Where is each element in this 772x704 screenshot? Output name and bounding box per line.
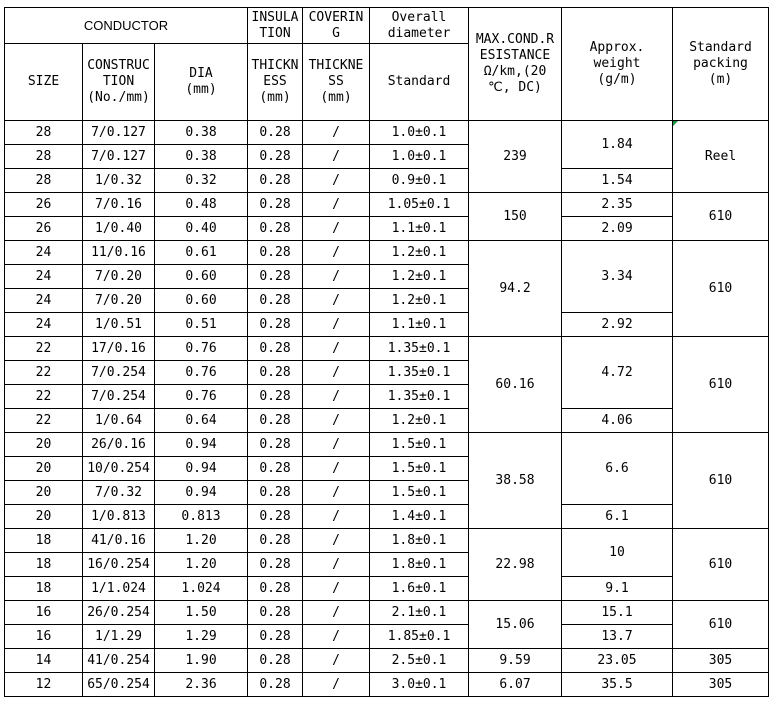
packing-cell: 610 — [673, 529, 769, 601]
dia-cell: 1.20 — [155, 553, 248, 577]
diameter-cell: 1.35±0.1 — [370, 337, 469, 361]
diameter-cell: 1.8±0.1 — [370, 553, 469, 577]
insulation-cell: 0.28 — [248, 193, 303, 217]
construction-cell: 7/0.127 — [83, 145, 155, 169]
diameter-cell: 1.35±0.1 — [370, 361, 469, 385]
construction-cell: 41/0.254 — [83, 649, 155, 673]
weight-cell: 1.84 — [562, 121, 673, 169]
covering-cell: / — [303, 241, 370, 265]
weight-cell: 2.35 — [562, 193, 673, 217]
dia-cell: 0.60 — [155, 289, 248, 313]
dia-cell: 0.61 — [155, 241, 248, 265]
header-row-1 — [5, 8, 769, 44]
covering-cell: / — [303, 361, 370, 385]
weight-cell: 13.7 — [562, 625, 673, 649]
diameter-cell: 2.1±0.1 — [370, 601, 469, 625]
diameter-cell: 1.4±0.1 — [370, 505, 469, 529]
construction-cell: 10/0.254 — [83, 457, 155, 481]
dia-cell: 1.50 — [155, 601, 248, 625]
covering-cell: / — [303, 649, 370, 673]
diameter-cell: 1.2±0.1 — [370, 409, 469, 433]
insulation-cell: 0.28 — [248, 241, 303, 265]
diameter-cell: 1.0±0.1 — [370, 145, 469, 169]
covering-cell: / — [303, 121, 370, 145]
insulation-cell: 0.28 — [248, 625, 303, 649]
construction-cell: 11/0.16 — [83, 241, 155, 265]
weight-cell: 9.1 — [562, 577, 673, 601]
insulation-cell: 0.28 — [248, 529, 303, 553]
covering-cell: / — [303, 169, 370, 193]
construction-cell: 7/0.16 — [83, 193, 155, 217]
size-cell: 16 — [5, 601, 83, 625]
construction-cell: 1/0.64 — [83, 409, 155, 433]
weight-cell: 23.05 — [562, 649, 673, 673]
size-cell: 26 — [5, 217, 83, 241]
weight-cell: 6.6 — [562, 433, 673, 505]
dia-cell: 2.36 — [155, 673, 248, 697]
table-row — [5, 313, 769, 337]
dia-header: DIA (mm) — [155, 44, 248, 121]
covering-cell: / — [303, 337, 370, 361]
construction-cell: 26/0.16 — [83, 433, 155, 457]
weight-cell: 10 — [562, 529, 673, 577]
size-cell: 28 — [5, 169, 83, 193]
dia-cell: 0.94 — [155, 433, 248, 457]
size-cell: 20 — [5, 505, 83, 529]
diameter-cell: 1.1±0.1 — [370, 217, 469, 241]
resistance-cell: 94.2 — [469, 241, 562, 337]
resistance-cell: 22.98 — [469, 529, 562, 601]
dia-cell: 0.94 — [155, 457, 248, 481]
insulation-cell: 0.28 — [248, 385, 303, 409]
size-cell: 22 — [5, 409, 83, 433]
table-row — [5, 529, 769, 553]
resistance-cell: 38.58 — [469, 433, 562, 529]
size-header: SIZE — [5, 44, 83, 121]
diameter-cell: 1.6±0.1 — [370, 577, 469, 601]
dia-cell: 1.20 — [155, 529, 248, 553]
table-row — [5, 673, 769, 697]
packing-cell: 610 — [673, 337, 769, 433]
dia-cell: 0.32 — [155, 169, 248, 193]
packing-cell: 610 — [673, 193, 769, 241]
diameter-cell: 1.2±0.1 — [370, 289, 469, 313]
resistance-cell: 9.59 — [469, 649, 562, 673]
insulation-thickness-header: THICKN ESS (mm) — [248, 44, 303, 121]
table-row — [5, 601, 769, 625]
insulation-cell: 0.28 — [248, 121, 303, 145]
covering-cell: / — [303, 217, 370, 241]
dia-cell: 0.76 — [155, 337, 248, 361]
size-cell: 14 — [5, 649, 83, 673]
wire-spec-table — [4, 7, 769, 697]
diameter-cell: 1.5±0.1 — [370, 433, 469, 457]
construction-cell: 7/0.254 — [83, 385, 155, 409]
diameter-cell: 0.9±0.1 — [370, 169, 469, 193]
diameter-cell: 2.5±0.1 — [370, 649, 469, 673]
covering-cell: / — [303, 193, 370, 217]
covering-cell: / — [303, 673, 370, 697]
covering-cell: / — [303, 289, 370, 313]
covering-thickness-header: THICKNE SS (mm) — [303, 44, 370, 121]
construction-cell: 16/0.254 — [83, 553, 155, 577]
dia-cell: 0.40 — [155, 217, 248, 241]
insulation-cell: 0.28 — [248, 361, 303, 385]
diameter-cell: 1.05±0.1 — [370, 193, 469, 217]
table-row — [5, 577, 769, 601]
insulation-cell: 0.28 — [248, 145, 303, 169]
size-cell: 18 — [5, 553, 83, 577]
resistance-cell: 239 — [469, 121, 562, 193]
diameter-cell: 1.5±0.1 — [370, 457, 469, 481]
construction-cell: 1/1.024 — [83, 577, 155, 601]
insulation-cell: 0.28 — [248, 313, 303, 337]
packing-cell: 610 — [673, 601, 769, 649]
size-cell: 12 — [5, 673, 83, 697]
size-cell: 22 — [5, 337, 83, 361]
insulation-cell: 0.28 — [248, 553, 303, 577]
packing-cell: 305 — [673, 649, 769, 673]
covering-cell: / — [303, 505, 370, 529]
diameter-cell: 1.8±0.1 — [370, 529, 469, 553]
table-row — [5, 505, 769, 529]
insulation-cell: 0.28 — [248, 289, 303, 313]
insulation-cell: 0.28 — [248, 337, 303, 361]
insulation-cell: 0.28 — [248, 409, 303, 433]
size-cell: 24 — [5, 241, 83, 265]
table-row — [5, 241, 769, 265]
covering-cell: / — [303, 553, 370, 577]
dia-cell: 1.024 — [155, 577, 248, 601]
dia-cell: 0.48 — [155, 193, 248, 217]
size-cell: 18 — [5, 529, 83, 553]
construction-cell: 7/0.20 — [83, 289, 155, 313]
diameter-cell: 1.1±0.1 — [370, 313, 469, 337]
packing-cell: 610 — [673, 433, 769, 529]
diameter-cell: 1.5±0.1 — [370, 481, 469, 505]
insulation-cell: 0.28 — [248, 217, 303, 241]
table-row — [5, 121, 769, 145]
dia-cell: 0.94 — [155, 481, 248, 505]
construction-cell: 1/1.29 — [83, 625, 155, 649]
dia-cell: 0.813 — [155, 505, 248, 529]
diameter-cell: 1.85±0.1 — [370, 625, 469, 649]
size-cell: 20 — [5, 481, 83, 505]
weight-cell: 3.34 — [562, 241, 673, 313]
dia-cell: 0.60 — [155, 265, 248, 289]
covering-cell: / — [303, 385, 370, 409]
packing-cell: 305 — [673, 673, 769, 697]
covering-cell: / — [303, 529, 370, 553]
weight-cell: 1.54 — [562, 169, 673, 193]
resistance-cell: 6.07 — [469, 673, 562, 697]
size-cell: 22 — [5, 361, 83, 385]
covering-cell: / — [303, 145, 370, 169]
conductor-header: CONDUCTOR — [5, 8, 248, 44]
diameter-cell: 1.0±0.1 — [370, 121, 469, 145]
size-cell: 28 — [5, 121, 83, 145]
overall-diameter-header: Overall diameter — [370, 8, 469, 44]
weight-cell: 2.09 — [562, 217, 673, 241]
weight-cell: 4.06 — [562, 409, 673, 433]
dia-cell: 1.29 — [155, 625, 248, 649]
weight-cell: 35.5 — [562, 673, 673, 697]
insulation-cell: 0.28 — [248, 577, 303, 601]
size-cell: 20 — [5, 457, 83, 481]
construction-cell: 7/0.20 — [83, 265, 155, 289]
construction-cell: 41/0.16 — [83, 529, 155, 553]
insulation-cell: 0.28 — [248, 169, 303, 193]
size-cell: 26 — [5, 193, 83, 217]
covering-cell: / — [303, 577, 370, 601]
covering-cell: / — [303, 265, 370, 289]
covering-cell: / — [303, 625, 370, 649]
size-cell: 24 — [5, 265, 83, 289]
diameter-cell: 3.0±0.1 — [370, 673, 469, 697]
construction-cell: 26/0.254 — [83, 601, 155, 625]
insulation-header: INSULA TION — [248, 8, 303, 44]
table-row — [5, 433, 769, 457]
weight-cell: 4.72 — [562, 337, 673, 409]
packing-cell: Reel — [673, 121, 769, 193]
size-cell: 22 — [5, 385, 83, 409]
covering-cell: / — [303, 457, 370, 481]
construction-cell: 17/0.16 — [83, 337, 155, 361]
diameter-cell: 1.35±0.1 — [370, 385, 469, 409]
size-cell: 28 — [5, 145, 83, 169]
construction-cell: 1/0.40 — [83, 217, 155, 241]
construction-cell: 7/0.254 — [83, 361, 155, 385]
construction-cell: 1/0.813 — [83, 505, 155, 529]
insulation-cell: 0.28 — [248, 601, 303, 625]
construction-cell: 1/0.51 — [83, 313, 155, 337]
weight-cell: 6.1 — [562, 505, 673, 529]
table-row — [5, 193, 769, 217]
covering-cell: / — [303, 433, 370, 457]
construction-cell: 7/0.32 — [83, 481, 155, 505]
insulation-cell: 0.28 — [248, 481, 303, 505]
covering-cell: / — [303, 313, 370, 337]
resistance-cell: 60.16 — [469, 337, 562, 433]
insulation-cell: 0.28 — [248, 649, 303, 673]
standard-packing-header: Standard packing (m) — [673, 8, 769, 121]
construction-cell: 1/0.32 — [83, 169, 155, 193]
construction-cell: 7/0.127 — [83, 121, 155, 145]
insulation-cell: 0.28 — [248, 265, 303, 289]
standard-header: Standard — [370, 44, 469, 121]
covering-cell: / — [303, 601, 370, 625]
dia-cell: 1.90 — [155, 649, 248, 673]
resistance-cell: 15.06 — [469, 601, 562, 649]
table-row — [5, 649, 769, 673]
covering-cell: / — [303, 481, 370, 505]
weight-cell: 15.1 — [562, 601, 673, 625]
size-cell: 16 — [5, 625, 83, 649]
dia-cell: 0.76 — [155, 385, 248, 409]
size-cell: 20 — [5, 433, 83, 457]
diameter-cell: 1.2±0.1 — [370, 265, 469, 289]
insulation-cell: 0.28 — [248, 457, 303, 481]
insulation-cell: 0.28 — [248, 673, 303, 697]
dia-cell: 0.38 — [155, 145, 248, 169]
table-row — [5, 409, 769, 433]
approx-weight-header: Approx. weight (g/m) — [562, 8, 673, 121]
size-cell: 18 — [5, 577, 83, 601]
covering-cell: / — [303, 409, 370, 433]
packing-cell: 610 — [673, 241, 769, 337]
construction-header: CONSTRUC TION (No./mm) — [83, 44, 155, 121]
max-resistance-header: MAX.COND.R ESISTANCE Ω/km,(20 ℃, DC) — [469, 8, 562, 121]
dia-cell: 0.38 — [155, 121, 248, 145]
weight-cell: 2.92 — [562, 313, 673, 337]
size-cell: 24 — [5, 289, 83, 313]
dia-cell: 0.51 — [155, 313, 248, 337]
size-cell: 24 — [5, 313, 83, 337]
construction-cell: 65/0.254 — [83, 673, 155, 697]
table-row — [5, 217, 769, 241]
covering-header: COVERIN G — [303, 8, 370, 44]
resistance-cell: 150 — [469, 193, 562, 241]
table-row — [5, 337, 769, 361]
insulation-cell: 0.28 — [248, 433, 303, 457]
dia-cell: 0.64 — [155, 409, 248, 433]
table-row — [5, 169, 769, 193]
dia-cell: 0.76 — [155, 361, 248, 385]
insulation-cell: 0.28 — [248, 505, 303, 529]
diameter-cell: 1.2±0.1 — [370, 241, 469, 265]
table-row — [5, 625, 769, 649]
